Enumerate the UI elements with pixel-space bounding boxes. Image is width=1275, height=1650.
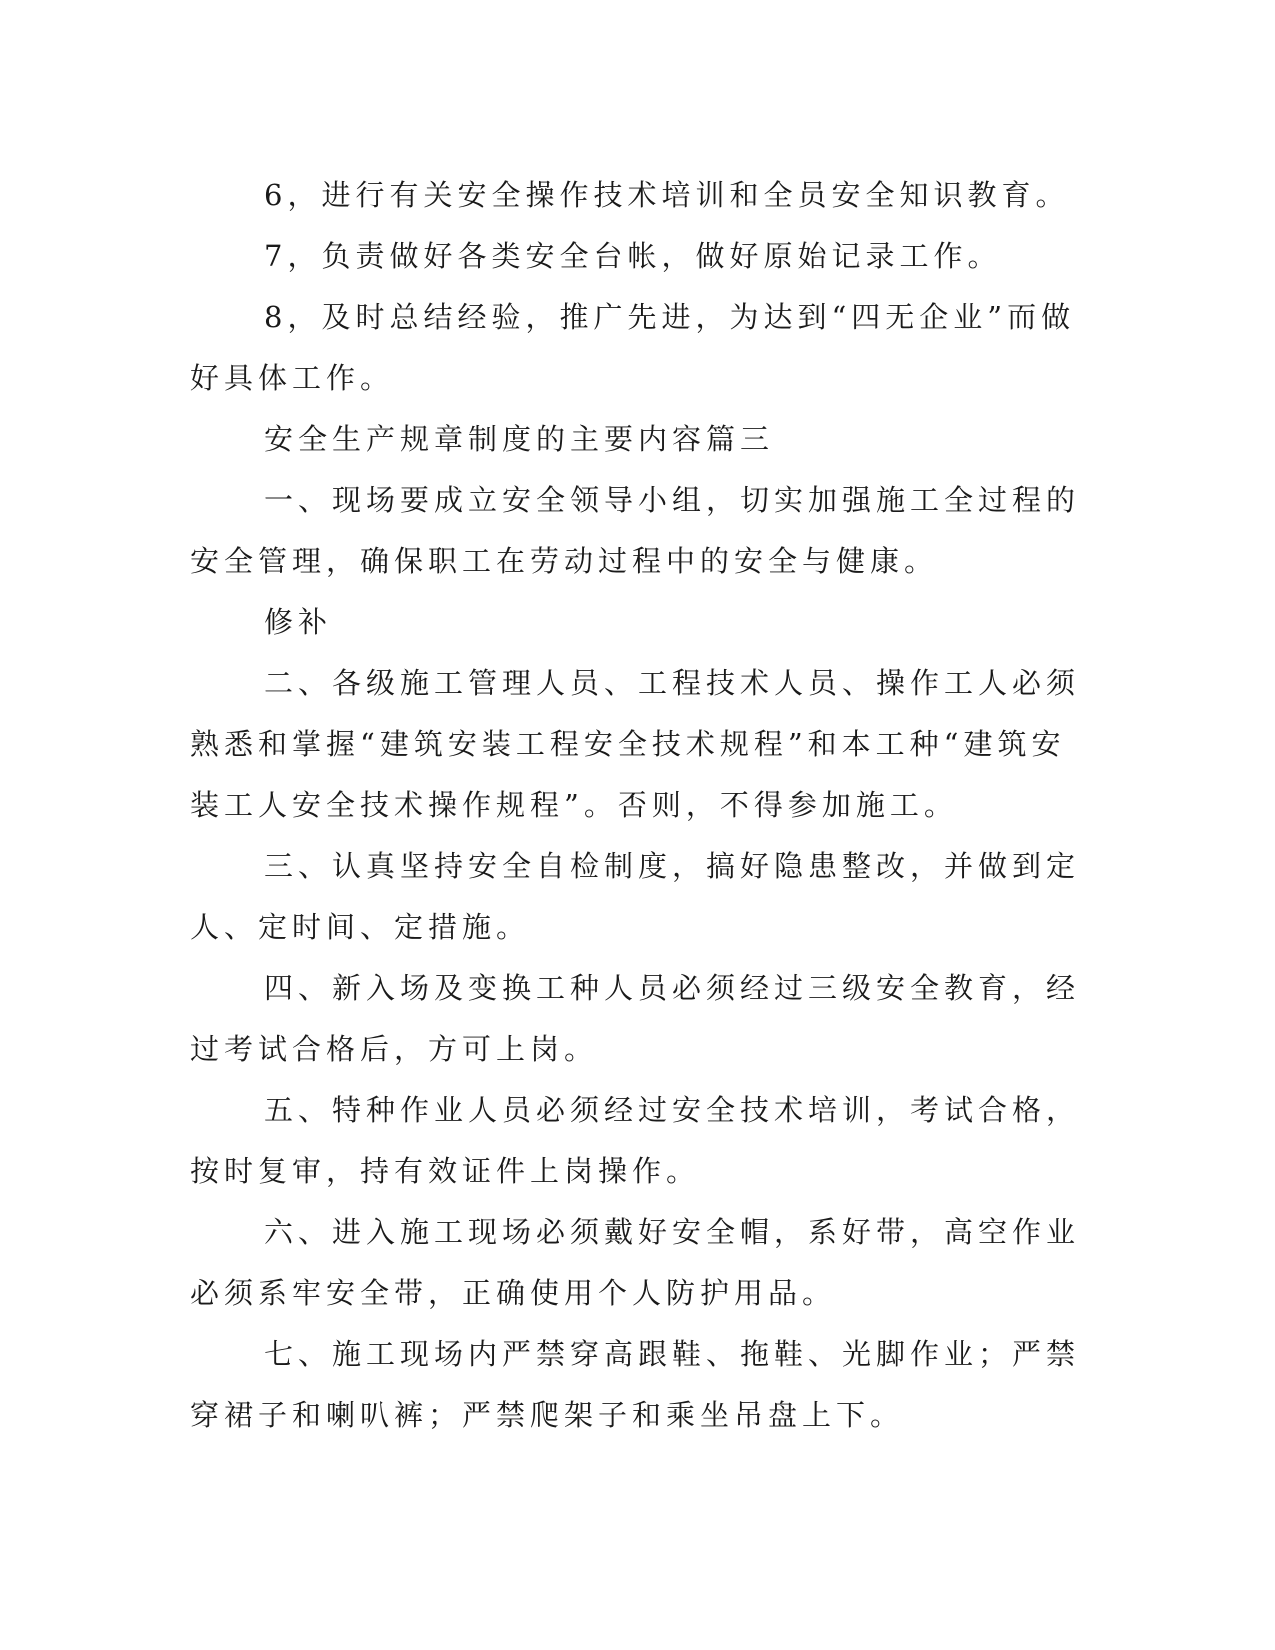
paragraph-note: 修补 — [264, 605, 333, 639]
paragraph-rule-4: 四、新入场及变换工种人员必须经过三级安全教育，经过考试合格后，方可上岗。 — [190, 971, 1081, 1066]
paragraph-rule-5: 五、特种作业人员必须经过安全技术培训，考试合格，按时复审，持有效证件上岗操作。 — [190, 1093, 1081, 1188]
paragraph-rule-2: 二、各级施工管理人员、工程技术人员、操作工人必须熟悉和掌握“建筑安装工程安全技术规程”和本工种“建筑安装工人安全技术操作规程”。否则，不得参加施工。 — [190, 666, 1081, 822]
section-heading: 安全生产规章制度的主要内容篇三 — [264, 422, 775, 456]
paragraph-item-8: 8，及时总结经验，推广先进，为达到“四无企业”而做好具体工作。 — [190, 300, 1076, 395]
document-body — [190, 165, 1080, 1446]
paragraph-item-7: 7，负责做好各类安全台帐，做好原始记录工作。 — [264, 239, 1002, 273]
paragraph-rule-1: 一、现场要成立安全领导小组，切实加强施工全过程的安全管理，确保职工在劳动过程中的安全与健康。 — [190, 483, 1081, 578]
paragraph-rule-6: 六、进入施工现场必须戴好安全帽，系好带，高空作业必须系牢安全带，正确使用个人防护用品。 — [190, 1215, 1081, 1310]
paragraph-rule-7: 七、施工现场内严禁穿高跟鞋、拖鞋、光脚作业；严禁穿裙子和喇叭裤；严禁爬架子和乘坐吊盘上下。 — [190, 1337, 1081, 1432]
paragraph-item-6: 6，进行有关安全操作技术培训和全员安全知识教育。 — [264, 178, 1070, 212]
paragraph-rule-3: 三、认真坚持安全自检制度，搞好隐患整改，并做到定人、定时间、定措施。 — [190, 849, 1081, 944]
